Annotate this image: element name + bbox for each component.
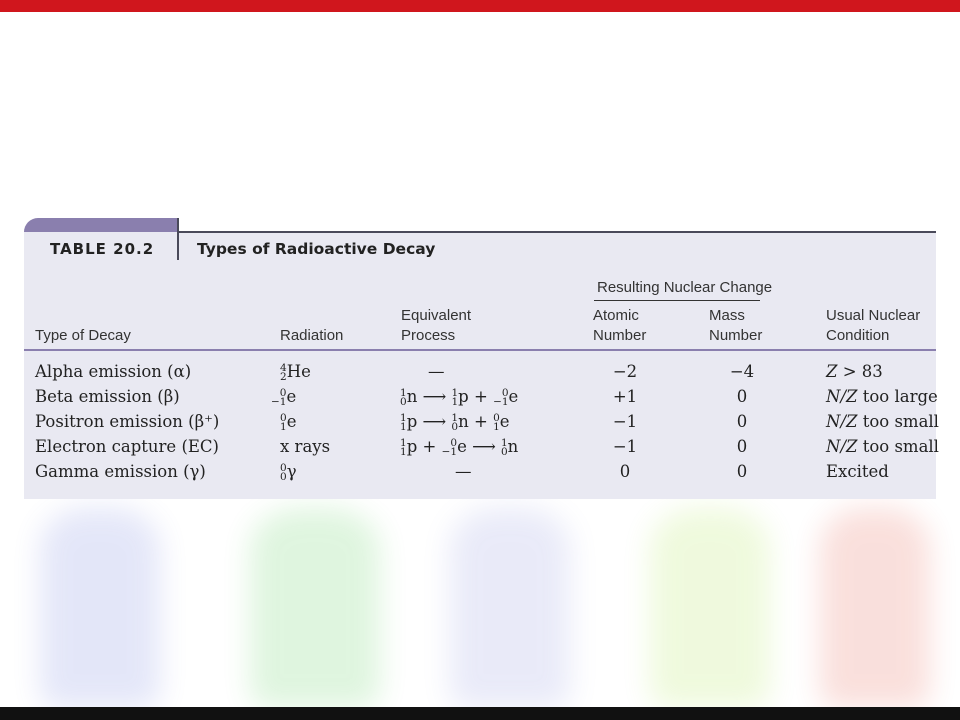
header-condition-2: Condition (826, 327, 890, 344)
header-mass-1: Mass (709, 307, 745, 324)
top-accent-bar (0, 0, 960, 12)
table-row (0, 460, 960, 485)
table-title: Types of Radioactive Decay (197, 240, 436, 258)
table-number: TABLE 20.2 (50, 240, 155, 258)
bottom-bar (0, 707, 960, 720)
nuclear-condition: Excited (826, 462, 889, 481)
radiation: 0 −1 e (271, 386, 297, 408)
equivalent-process: — (428, 362, 445, 381)
nuclear-condition: N/Z too small (826, 437, 939, 456)
atomic-number-change: +1 (612, 387, 638, 406)
header-rule (24, 349, 936, 351)
mass-number-change: −4 (729, 362, 755, 381)
decay-type: Gamma emission (γ) (35, 462, 206, 481)
decay-type: Positron emission (β⁺) (35, 412, 220, 431)
equivalent-process: — (455, 462, 472, 481)
table-row (0, 410, 960, 435)
header-radiation: Radiation (280, 327, 344, 344)
atomic-number-change: −1 (612, 412, 638, 431)
equivalent-process: 1 1 p + 0 −1 e ⟶ 1 0 n (400, 436, 519, 458)
radiation: 0 1 e (280, 411, 297, 433)
mass-number-change: 0 (736, 387, 748, 406)
header-condition-1: Usual Nuclear (826, 307, 921, 324)
table-row (0, 435, 960, 460)
table-tab (24, 218, 178, 232)
atomic-number-change: −1 (612, 437, 638, 456)
decay-type: Beta emission (β) (35, 387, 180, 406)
radiation: x rays (280, 437, 331, 456)
radiation: 0 0 γ (280, 461, 297, 483)
mass-number-change: 0 (736, 462, 748, 481)
group-header-rule (594, 300, 760, 301)
table-row (0, 360, 960, 385)
decorative-flask-red (820, 508, 930, 708)
equivalent-process: 1 0 n ⟶ 1 1 p + 0 −1 e (400, 386, 519, 408)
nuclear-condition: N/Z too small (826, 412, 939, 431)
atomic-number-change: 0 (619, 462, 631, 481)
title-rule (177, 231, 936, 233)
decorative-flask-blue (40, 508, 160, 708)
nuclear-condition: N/Z too large (826, 387, 938, 406)
group-header: Resulting Nuclear Change (597, 279, 773, 296)
header-atomic-2: Number (593, 327, 647, 344)
atomic-number-change: −2 (612, 362, 638, 381)
decay-type: Electron capture (EC) (35, 437, 219, 456)
nuclear-condition: Z > 83 (826, 362, 883, 381)
decay-type: Alpha emission (α) (35, 362, 192, 381)
header-atomic-1: Atomic (593, 307, 639, 324)
tab-divider (177, 218, 179, 260)
header-type: Type of Decay (35, 327, 131, 344)
table-row (0, 385, 960, 410)
mass-number-change: 0 (736, 412, 748, 431)
decorative-flask-green (250, 508, 380, 708)
equivalent-process: 1 1 p ⟶ 1 0 n + 0 1 e (400, 411, 510, 433)
header-process-1: Equivalent (401, 307, 472, 324)
header-process-2: Process (401, 327, 456, 344)
mass-number-change: 0 (736, 437, 748, 456)
decorative-flask-lime (650, 508, 770, 708)
decorative-flask-violet (450, 508, 570, 708)
radiation: 4 2 He (280, 361, 311, 383)
header-mass-2: Number (709, 327, 763, 344)
